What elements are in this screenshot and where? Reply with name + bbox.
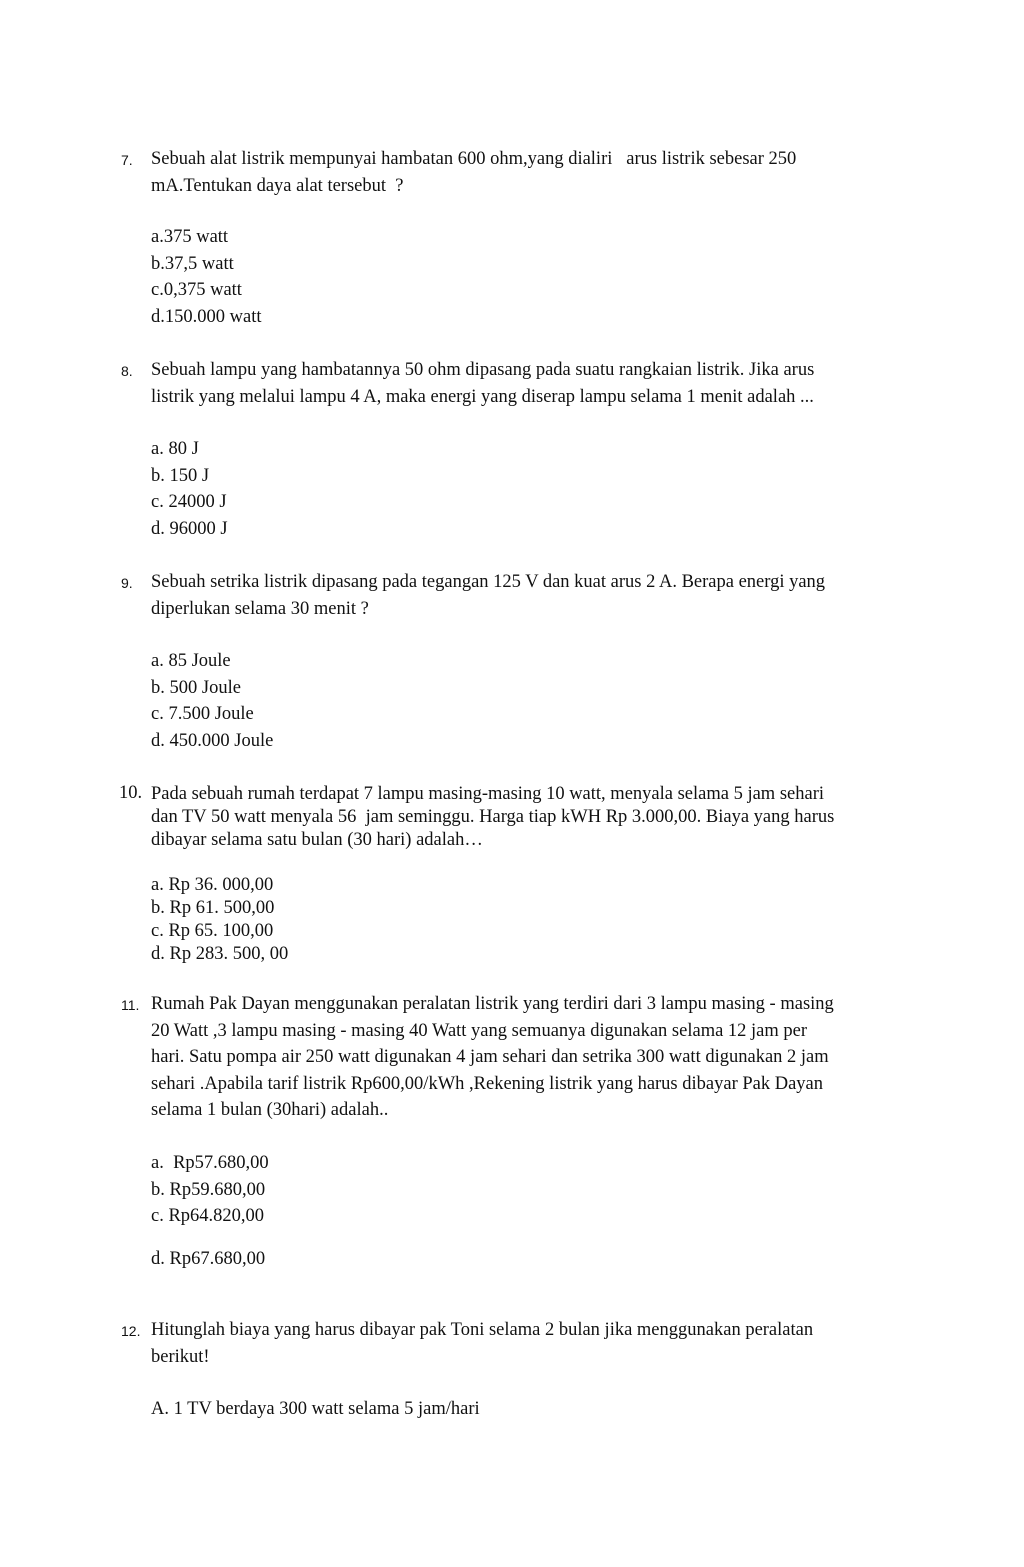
question-line: Sebuah setrika listrik dipasang pada tegangan 125 V dan kuat arus 2 A. Berapa energi yang	[151, 572, 826, 592]
option-c: c. 7.500 Joule	[151, 704, 254, 724]
question-line: Sebuah alat listrik mempunyai hambatan 600 ohm,yang dialiri arus listrik sebesar 250	[151, 149, 797, 169]
question-number: 12.	[121, 1323, 141, 1339]
answer-options	[151, 648, 273, 754]
question-line: 20 Watt ,3 lampu masing - masing 40 Watt yang semuanya digunakan selama 12 jam per	[151, 1020, 808, 1041]
option-c: c. Rp 65. 100,00	[151, 921, 274, 941]
answer-options	[151, 224, 261, 330]
question-text	[151, 783, 901, 852]
question-text	[151, 357, 901, 410]
answer-options	[151, 1150, 269, 1272]
option-b: b. Rp59.680,00	[151, 1179, 266, 1200]
question-line: Rumah Pak Dayan menggunakan peralatan listrik yang terdiri dari 3 lampu masing - masing	[151, 994, 834, 1014]
option-a: a. Rp 36. 000,00	[151, 875, 274, 895]
option-d: d.150.000 watt	[151, 306, 262, 327]
option-c: c. 24000 J	[151, 492, 227, 512]
question-text	[151, 991, 901, 1124]
question-text	[151, 146, 901, 199]
question-line: berikut!	[151, 1346, 210, 1367]
option-d: d. Rp67.680,00	[151, 1248, 266, 1269]
question-number: 9.	[121, 575, 133, 591]
option-a: a. 85 Joule	[151, 651, 231, 671]
option-c: c.0,375 watt	[151, 280, 242, 300]
question-line: listrik yang melalui lampu 4 A, maka energi yang diserap lampu selama 1 menit adalah ...	[151, 386, 814, 407]
question-text	[151, 569, 901, 622]
option-d: d. 450.000 Joule	[151, 730, 274, 751]
question-line: diperlukan selama 30 menit ?	[151, 598, 369, 619]
question-line: Pada sebuah rumah terdapat 7 lampu masing-masing 10 watt, menyala selama 5 jam sehari	[151, 784, 824, 804]
question-number: 8.	[121, 363, 133, 379]
question-number: 10.	[119, 783, 143, 803]
option-b: b. Rp 61. 500,00	[151, 898, 275, 918]
question-number: 11.	[121, 997, 140, 1013]
answer-options	[151, 1396, 480, 1423]
option-b: b. 150 J	[151, 465, 210, 486]
question-line: dan TV 50 watt menyala 56 jam seminggu. Harga tiap kWH Rp 3.000,00. Biaya yang harus	[151, 807, 835, 827]
question-line: selama 1 bulan (30hari) adalah..	[151, 1100, 389, 1120]
question-line: mA.Tentukan daya alat tersebut ?	[151, 175, 404, 196]
option-a: a. 80 J	[151, 439, 199, 459]
option-a: a.375 watt	[151, 227, 229, 247]
question-text	[151, 1317, 901, 1370]
question-line: dibayar selama satu bulan (30 hari) adalah…	[151, 830, 483, 850]
option-b: b.37,5 watt	[151, 253, 234, 274]
question-number: 7.	[121, 152, 133, 168]
option-c: c. Rp64.820,00	[151, 1206, 265, 1226]
option-d: d. Rp 283. 500, 00	[151, 944, 289, 964]
question-line: hari. Satu pompa air 250 watt digunakan 4 jam sehari dan setrika 300 watt digunakan 2 jam	[151, 1047, 829, 1067]
question-line: Hitunglah biaya yang harus dibayar pak Toni selama 2 bulan jika menggunakan peralatan	[151, 1320, 814, 1340]
answer-options	[151, 436, 228, 542]
option-a: A. 1 TV berdaya 300 watt selama 5 jam/hari	[151, 1399, 480, 1419]
option-d: d. 96000 J	[151, 518, 228, 539]
option-a: a. Rp57.680,00	[151, 1153, 269, 1173]
question-line: Sebuah lampu yang hambatannya 50 ohm dipasang pada suatu rangkaian listrik. Jika arus	[151, 360, 815, 380]
question-line: sehari .Apabila tarif listrik Rp600,00/kWh ,Rekening listrik yang harus dibayar Pak Dayan	[151, 1073, 824, 1094]
answer-options	[151, 874, 288, 966]
option-b: b. 500 Joule	[151, 677, 241, 698]
